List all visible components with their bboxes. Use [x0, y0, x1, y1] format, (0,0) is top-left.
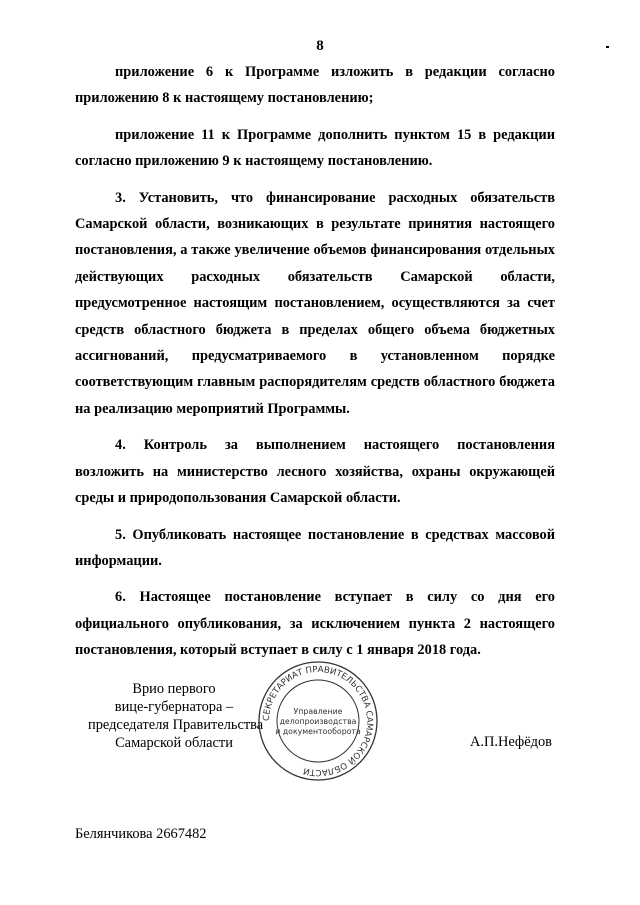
- stamp-center-line: и документооборота: [275, 727, 361, 736]
- position-line: Врио первого: [132, 681, 216, 697]
- paragraph-item-4: 4. Контроль за выполнением настоящего постановления возложить на министерство лесного хозяйства, охраны окружающей среды и природопользования Самарской области.: [75, 437, 555, 507]
- signer-name: А.П.Нефёдов: [470, 734, 552, 750]
- paragraph-item-3: 3. Установить, что финансирование расходных обязательств Самарской области, возникающих в результате принятия настоящего постановления, а также увеличение объемов финансирования отдельных действующих расходных обязательств Самарской области, предусмотренное настоящим постановлением, осуществляются за счет средств областного бюджета в пределах общего объема бюджетных ассигнований, предусматриваемого в установленном порядке соответствующим главным распорядителям средств областного бюджета на реализацию мероприятий Программы.: [75, 189, 555, 417]
- stamp-center-line: делопроизводства: [279, 717, 357, 726]
- page-number: 8: [316, 38, 324, 54]
- paragraph-item-5: 5. Опубликовать настоящее постановление в средствах массовой информации.: [75, 526, 555, 569]
- executor-contact: Белянчикова 2667482: [75, 826, 207, 842]
- paragraph-appendix-6: приложение 6 к Программе изложить в редакции согласно приложению 8 к настоящему постановлению;: [75, 64, 555, 107]
- signatory-position: [88, 680, 264, 752]
- position-line: председателя Правительства: [88, 717, 264, 733]
- paragraph-item-6: 6. Настоящее постановление вступает в силу со дня его официального опубликования, за исключением пункта 2 настоящего постановления, который вступает в силу с 1 января 2018 года.: [75, 589, 555, 659]
- document-body: [75, 59, 555, 664]
- scan-mark: [606, 46, 609, 48]
- paragraph-appendix-11: приложение 11 к Программе дополнить пунктом 15 в редакции согласно приложению 9 к настоящему постановлению.: [75, 126, 555, 170]
- position-line: вице-губернатора –: [114, 699, 234, 715]
- stamp-center-line: Управление: [293, 707, 343, 716]
- position-line: Самарской области: [115, 735, 233, 751]
- stamp-ring-text: СЕКРЕТАРИАТ ПРАВИТЕЛЬСТВА САМАРСКОЙ ОБЛАСТИ: [261, 664, 375, 778]
- official-stamp: [257, 660, 379, 782]
